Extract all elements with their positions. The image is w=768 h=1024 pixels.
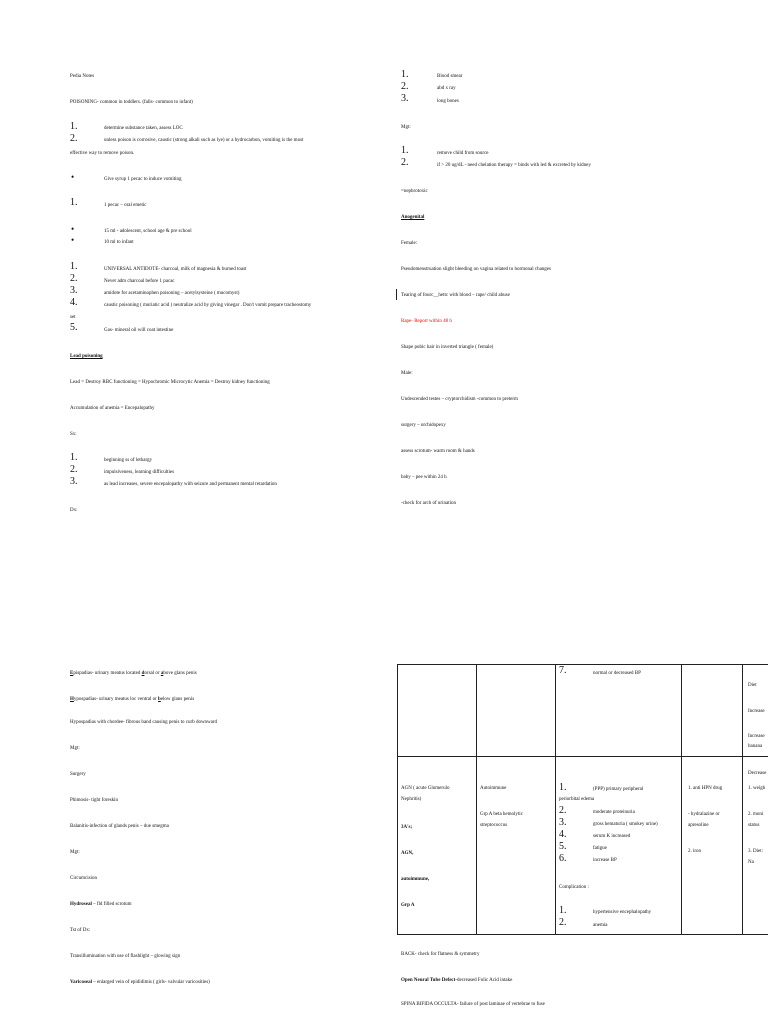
list-number: 1. [70, 261, 78, 272]
table-cell: periorbital edema [559, 797, 595, 802]
table-cell: 3A's; [401, 825, 413, 830]
list-number: 2. [70, 133, 78, 144]
table-cell: serum K increased [593, 834, 631, 839]
paragraph: BACK- check for flatness & symmetry [401, 952, 480, 957]
paragraph: Circumcision [70, 876, 97, 881]
list-item: determine substance taken, assess LOC [104, 126, 183, 131]
list-item: remove child from source [437, 151, 489, 156]
table-cell: autoimmune, [401, 877, 430, 882]
rape-note: Rape- Report within 48 h [401, 319, 452, 324]
table-cell: (PPP) primary peripheral [593, 787, 644, 792]
list-item: beginning ss of lethargy [104, 458, 153, 463]
table-cell: Increase [748, 709, 765, 714]
table-cell: AGN, [401, 851, 414, 856]
table-border [476, 664, 477, 935]
paragraph: baby – pee within 24 h [401, 475, 447, 480]
list-number: 2. [70, 273, 78, 284]
paragraph: -check for arch of urination [401, 501, 456, 506]
list-number: 7. [559, 665, 567, 676]
table-border [742, 664, 743, 935]
sx-label: Sx: [70, 432, 77, 437]
list-number: 5. [70, 322, 78, 333]
varicoseal-line: Varicoseal – enlarged vein of epididimis ( girls- valvular varicosities) [70, 980, 210, 985]
list-number: 1. [559, 782, 567, 793]
paragraph: assess scrotum- warm room & hands [401, 449, 475, 454]
list-number: 1. [401, 145, 409, 156]
list-number: 5. [559, 841, 567, 852]
table-border [397, 664, 398, 935]
list-item: abd x ray [437, 86, 456, 91]
list-item: Never adm charcoal before 1 pacac [104, 279, 175, 284]
paragraph: Pseudomenstruation slight bleeding on vagina related to hormonal changes [401, 267, 551, 272]
list-number: 1. [70, 197, 78, 208]
paragraph: Transillumination with use of flashlight – glowing sign [70, 954, 181, 959]
paragraph: Lead = Destroy RBC functioning = Hypochromic Microcytic Anemia = Destroy kidney functioning [70, 380, 270, 385]
table-cell: 1. weigh [748, 786, 766, 791]
table-cell: - hydralazine or [688, 812, 720, 817]
lead-heading: Lead poisoning [70, 354, 103, 359]
paragraph: Tst of Dx: [70, 928, 91, 933]
list-item: UNIVERSAL ANTIDOTE- charcoal, milk of magnesia & burned toast [104, 267, 247, 272]
list-number: 1. [559, 905, 567, 916]
paragraph: Accumulation of anemia = Encepalopathy [70, 406, 155, 411]
list-number: 2. [401, 81, 409, 92]
table-cell: AGN ( acute Glomerulo [401, 786, 450, 791]
table-border [555, 664, 556, 935]
list-number: 3. [401, 93, 409, 104]
table-cell: 3. Diet: [748, 849, 763, 854]
poisoning-heading: POISONING- common in toddlers. (falls- common to infant) [70, 100, 193, 105]
bullet-icon: • [71, 224, 75, 234]
list-number: 1. [401, 69, 409, 80]
table-cell: moderate proteinuria [593, 810, 635, 815]
list-number: 6. [559, 853, 567, 864]
hypospadias-line: Hypospadias- urinary meatus loc ventral or below glans penis [70, 697, 195, 702]
table-border [681, 664, 682, 935]
table-cell: gross hematuria ( smokey urine) [593, 822, 658, 827]
paragraph: Shape pubic hair in inverted triangle ( female) [401, 345, 494, 350]
list-item: unless poison is corrosive, caustic (strong alkali such as lye) or a hydrocarbon, vomiting is the most [104, 138, 304, 143]
table-cell: anemia [593, 923, 608, 928]
list-number: 3. [70, 285, 78, 296]
table-cell: streptococcus [480, 823, 508, 828]
table-cell: hypertensive encephalopathy [593, 910, 652, 915]
list-item: Blood smear [437, 74, 463, 79]
list-number: 4. [559, 829, 567, 840]
table-border [397, 934, 768, 935]
list-number: 3. [559, 817, 567, 828]
list-number: 2. [401, 157, 409, 168]
list-item: 1 pecac – oral emetic [104, 203, 147, 208]
table-cell: apresoline [688, 823, 709, 828]
table-cell: increase BP [593, 858, 617, 863]
table-border [397, 756, 768, 757]
list-item: impulsiveness, learning difficulties [104, 470, 175, 475]
table-cell: Grp A [401, 903, 415, 908]
hydroseal-line: Hydroseal – fld filled scrotum [70, 902, 132, 907]
epispadias-line: Epispadias- urinary meatus located dorsal or above glans penis [70, 671, 197, 676]
table-cell: Decrease [748, 771, 767, 776]
mgt-label: Mgt: [70, 746, 80, 751]
mgt-label: Mgt: [70, 850, 80, 855]
paragraph: Hypospadias with chordee- fibrous band causing penis to curb downward [70, 720, 218, 725]
list-number: 3. [70, 476, 78, 487]
paragraph: Surgery [70, 772, 86, 777]
paragraph: Undescended testes – cryptorchidism -common to preterm [401, 397, 518, 402]
table-cell: status [748, 823, 760, 828]
table-cell: normal or decreased BP [593, 671, 641, 676]
list-item-continuation: set [70, 315, 76, 320]
male-label: Male: [401, 371, 413, 376]
list-number: 1. [70, 121, 78, 132]
paragraph: surgery – orchidopexy [401, 423, 446, 428]
paragraph: =nephrotoxic [401, 189, 428, 194]
list-number: 1. [70, 452, 78, 463]
list-item: Give syrup 1 pecac to induce vomiting [104, 177, 182, 182]
doc-title: Pedia Notes [70, 74, 95, 79]
list-item-continuation: effective way to remove poison. [70, 151, 135, 156]
table-cell: Diet [748, 683, 757, 688]
list-item: as lead increases, severe encepalopathy with seizure and permanent mental retardation [104, 482, 277, 487]
table-cell: 2. moni [748, 812, 764, 817]
table-cell: Autoimmune [480, 786, 507, 791]
anogenital-heading: Anogenital [401, 215, 425, 220]
list-item: if > 20 ug/dL - need chelation therapy = binds with led & excreted by kidney [437, 163, 591, 168]
table-cell: 2. iron [688, 849, 702, 854]
list-item: amidote for acetaminophen poisoning – acetylsysteine ( mucomyst) [104, 291, 240, 296]
table-cell: Grp A beta hemolytic [480, 812, 523, 817]
bullet-icon: • [71, 235, 75, 245]
list-item: caustic poisoning ( muriatic acid ) neutralize acid by giving vinegar . Don't vomit prepare tracheostomy [104, 303, 312, 308]
list-number: 2. [559, 917, 567, 928]
bullet-icon: • [71, 172, 75, 182]
table-cell: Increase [748, 734, 765, 739]
table-cell: fatigue [593, 846, 607, 851]
table-cell: banana [748, 744, 763, 749]
paragraph: Tearing of fourc__hettc with blood – rape/ child abuse [401, 293, 510, 298]
list-item: Gas- mineral oil will coat intestine [104, 328, 174, 333]
list-item: 15 ml - adolescent, school age & pre school [104, 229, 192, 234]
paragraph: Balanitis-infection of glands penis – due smegma [70, 824, 169, 829]
table-cell: 1. anti HPN drug [688, 786, 723, 791]
ontd-line: Open Neural Tube Defect-decreased Folic Acid intake [401, 978, 513, 983]
list-number: 4. [70, 297, 78, 308]
paragraph: Phimosis- tight foreskin [70, 798, 119, 803]
text-cursor [396, 289, 397, 300]
list-item: 10 ml to infant [104, 240, 134, 245]
list-number: 2. [559, 805, 567, 816]
mgt-label: Mgt: [401, 125, 411, 130]
table-cell: Nephritis) [401, 797, 422, 802]
table-border [397, 664, 768, 665]
dx-label: Dx: [70, 508, 78, 513]
list-item: long bones [437, 99, 459, 104]
female-label: Female: [401, 241, 418, 246]
paragraph: SPINA BIFIDA OCCULTA- failure of post laminae of vertebrae to fuse [401, 1002, 545, 1007]
list-number: 2. [70, 464, 78, 475]
table-cell: Complication : [559, 885, 589, 890]
table-cell: Na [748, 860, 754, 865]
